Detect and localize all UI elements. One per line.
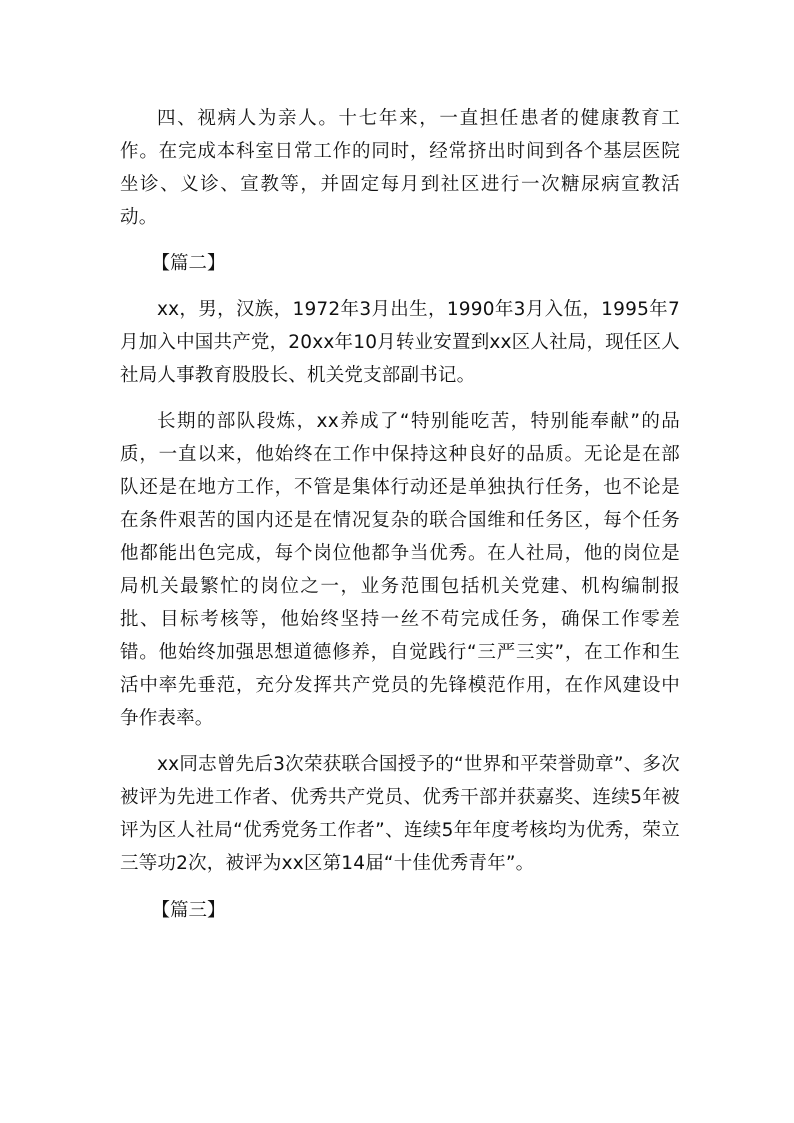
paragraph-spacer [120,880,680,894]
paragraph-profile: xx，男，汉族，1972年3月出生，1990年3月入伍，1995年7月加入中国共产党，20xx年10月转业安置到xx区人社局，现任区人社局人事教育股股长、机关党支部副书记。 [120,299,680,386]
paragraph-honors: xx同志曾先后3次荣获联合国授予的“世界和平荣誉勋章”、多次被评为先进工作者、优秀共产党员、优秀干部并获嘉奖、连续5年被评为区人社局“优秀党务工作者”、连续5年年度考核均为优秀，荣立三等功2次，被评为xx区第14届“十佳优秀青年”。 [120,754,680,874]
paragraph-work-character: 长期的部队段炼，xx养成了“特别能吃苦，特别能奉献”的品质，一直以来，他始终在工作中保持这种良好的品质。无论是在部队还是在地方工作，不管是集体行动还是单独执行任务，也不论是在条件艰苦的国内还是在情况复杂的联合国维和任务区，每个任务他都能出色完成，每个岗位他都争当优秀。在人社局，他的岗位是局机关最繁忙的岗位之一，业务范围包括机关党建、机构编制报批、目标考核等，他始终坚持一丝不苟完成任务，确保工作零差错。他始终加强思想道德修养，自觉践行“三严三实”，在工作和生活中率先垂范，充分发挥共产党员的先锋模范作用，在作风建设中争作表率。 [120,411,680,729]
paragraph-spacer [120,234,680,247]
section-heading-part-three: 【篇三】 [151,900,226,921]
paragraph-spacer [120,280,680,293]
paragraph-spacer [120,735,680,748]
paragraph-patient-care: 四、视病人为亲人。十七年来，一直担任患者的健康教育工作。在完成本科室日常工作的同时，经常挤出时间到各个基层医院坐诊、义诊、宣教等，并固定每月到社区进行一次糖尿病宣教活动。 [120,108,680,228]
paragraph-spacer [120,392,680,405]
document-body [120,102,680,927]
section-heading-part-two: 【篇二】 [151,253,226,274]
